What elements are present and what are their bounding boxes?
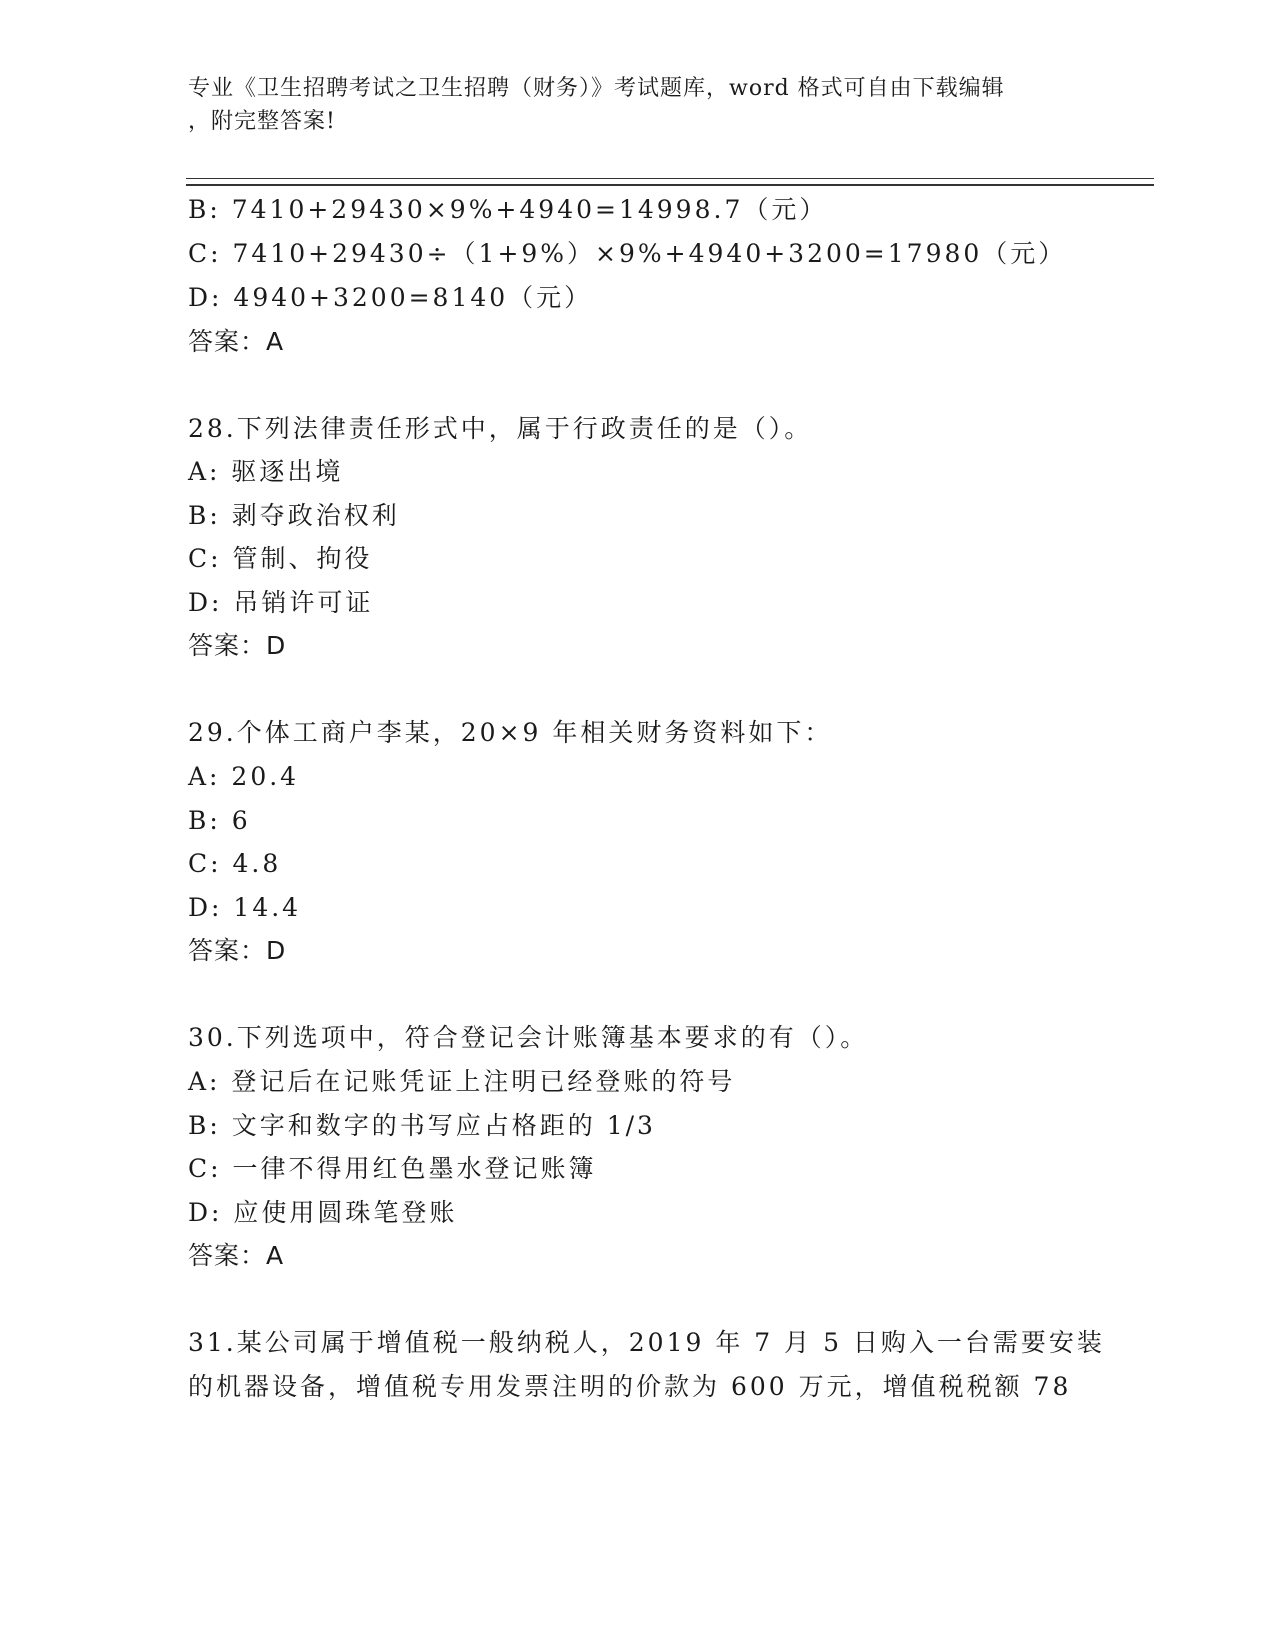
header-divider xyxy=(186,178,1154,186)
q29-option-c: C: 4.8 xyxy=(188,849,282,878)
q29-stem: 29.个体工商户李某，20×9 年相关财务资料如下： xyxy=(188,718,833,747)
q30-option-b: B: 文字和数字的书写应占格距的 1/3 xyxy=(188,1111,656,1140)
q28-option-a: A: 驱逐出境 xyxy=(188,457,344,486)
header-title-line-1: 专业《卫生招聘考试之卫生招聘（财务）》考试题库，word 格式可自由下载编辑 xyxy=(188,76,1005,101)
q28-answer: 答案：D xyxy=(188,631,287,660)
document-header xyxy=(188,72,1088,138)
prev-option-d: D: 4940+3200=8140（元） xyxy=(188,283,593,312)
q29-option-d: D: 14.4 xyxy=(188,893,302,922)
q30-answer: 答案：A xyxy=(188,1241,285,1270)
q30-option-d: D: 应使用圆珠笔登账 xyxy=(188,1198,458,1227)
q28-option-d: D: 吊销许可证 xyxy=(188,588,374,617)
q30-stem: 30.下列选项中，符合登记会计账簿基本要求的有（）。 xyxy=(188,1023,869,1052)
prev-answer: 答案：A xyxy=(188,327,285,356)
q30-option-c: C: 一律不得用红色墨水登记账簿 xyxy=(188,1154,597,1183)
q28-stem: 28.下列法律责任形式中，属于行政责任的是（）。 xyxy=(188,414,813,443)
q30-option-a: A: 登记后在记账凭证上注明已经登账的符号 xyxy=(188,1067,736,1096)
header-title-line-2: ，附完整答案! xyxy=(188,109,336,134)
q28-option-c: C: 管制、拘役 xyxy=(188,544,373,573)
prev-option-c: C: 7410+29430÷（1+9%）×9%+4940+3200=17980（元） xyxy=(188,239,1067,268)
q28-option-b: B: 剥夺政治权利 xyxy=(188,501,400,530)
prev-option-b: B: 7410+29430×9%+4940=14998.7（元） xyxy=(188,195,828,224)
q29-option-b: B: 6 xyxy=(188,806,251,835)
q31-stem-line-1: 31.某公司属于增值税一般纳税人，2019 年 7 月 5 日购入一台需要安装 xyxy=(188,1328,1105,1357)
q29-option-a: A: 20.4 xyxy=(188,762,300,791)
q31-stem-line-2: 的机器设备，增值税专用发票注明的价款为 600 万元，增值税税额 78 xyxy=(188,1372,1072,1401)
q29-answer: 答案：D xyxy=(188,936,287,965)
